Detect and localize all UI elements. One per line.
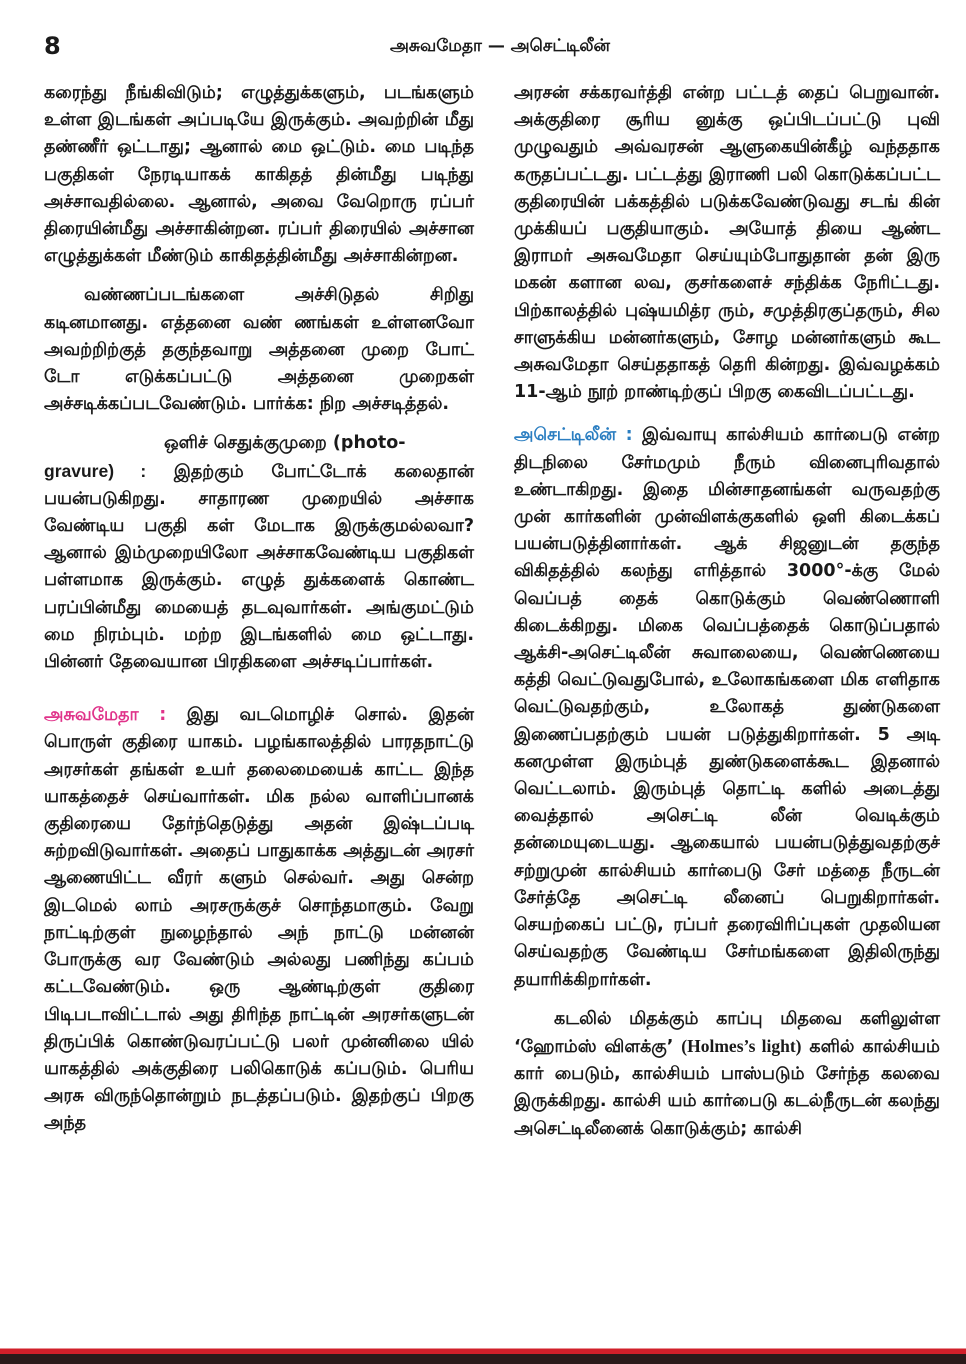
paragraph-holmes-light	[514, 1006, 940, 1143]
paragraph-ashvamedha	[44, 702, 474, 1137]
holmes-text-pre: கடலில் மிதக்கும் காப்பு மிதவை களிலுள்ள ‘ஹோம்ஸ் விளக்கு’	[514, 1008, 940, 1057]
paragraph-ashvamedha-continued: அரசன் சக்கரவர்த்தி என்ற பட்டத் தைப் பெறுவான். அக்குதிரை சூரிய னுக்கு ஒப்பிடப்பட்டு புவி முழுவதும் அவ்வரசன் ஆளுகையின்கீழ் வந்ததாக கருதப்பட்டது. பட்டத்து இராணி பலி கொடுக்கப்பட்ட குதிரையின் பக்கத்தில் படுக்கவேண்டுவது சடங் கின் முக்கியப் பகுதியாகும். அயோத் தியை ஆண்ட இராமர் அசுவமேதா செய்யும்போதுதான் தன் இரு மகன் களான லவ, குசர்களைச் சந்திக்க நேரிட்டது. பிற்காலத்தில் புஷ்யமித்ர ரும், சமுத்திரகுப்தரும், சில சாளுக்கிய மன்னர்களும், சோழ மன்னர்களும் கூட அசுவமேதா செய்ததாகத் தெரி கின்றது. இவ்வழக்கம் 11-ஆம் நூற் றாண்டிற்குப் பிறகு கைவிடப்பட்டது.	[514, 83, 940, 403]
bottom-color-bar	[0, 1342, 966, 1364]
entry-body-photogravure: இதற்கும் போட்டோக் கலைதான் பயன்படுகிறது. சாதாரண முறையில் அச்சாக வேண்டிய பகுதி கள் மேடாக இருக்குமல்லவா? ஆனால் இம்முறையிலோ அச்சாகவேண்டிய பகுதிகள் பள்ளமாக இருக்கும். எழுத் துக்களைக் கொண்ட பரப்பின்மீது மையைத் தடவுவார்கள். அங்குமட்டும் மை நிரம்பும். மற்ற இடங்களில் மை ஒட்டாது. பின்னர் தேவையான பிரதிகளை அச்சடிப்பார்கள்.	[44, 461, 474, 673]
entry-heading-ashvamedha: அசுவமேதா :	[44, 705, 167, 726]
paragraph-photogravure	[44, 430, 474, 676]
page-number: 8	[44, 32, 61, 60]
entry-heading-acetylene: அசெட்டிலீன் :	[514, 425, 633, 446]
entry-body-acetylene: இவ்வாயு கால்சியம் கார்பைடு என்ற திடநிலை சேர்மமும் நீரும் வினைபுரிவதால் உண்டாகிறது. இதை மின்சாதனங்கள் வருவதற்கு முன் கார்களின் முன்விளக்குகளில் ஒளி கிடைக்கப் பயன்படுத்தினார்கள். ஆக் சிஜனுடன் தகுந்த விகிதத்தில் கலந்து எரித்தால் 3000°-க்கு மேல் வெப்பத் தைக் கொடுக்கும் வெண்ணொளி கிடைக்கிறது. மிகை வெப்பத்தைக் கொடுப்பதால் ஆக்சி-அசெட்டிலீன் சுவாலையை, வெண்ணெயை கத்தி வெட்டுவதுபோல், உலோகங்களை மிக எளிதாக வெட்டுவதற்கும், உலோகத் துண்டுகளை இணைப்பதற்கும் பயன் படுத்துகிறார்கள். 5 அடி கனமுள்ள இரும்புத் துண்டுகளைக்கூட இதனால் வெட்டலாம். இரும்புத் தொட்டி களில் அடைத்து வைத்தால் அசெட்டி லீன் வெடிக்கும் தன்மையுடையது. ஆகையால் பயன்படுத்துவதற்குச் சற்றுமுன் கால்சியம் கார்பைடு சேர் மத்தை நீருடன் சேர்த்தே அசெட்டி லீனைப் பெறுகிறார்கள். செயற்கைப் பட்டு, ரப்பர் தரைவிரிப்புகள் முதலியன செய்வதற்கு வேண்டிய சேர்மங்களை இதிலிருந்து தயாரிக்கிறார்கள்.	[514, 425, 940, 990]
page-header	[0, 28, 966, 68]
left-column	[44, 80, 474, 1150]
paragraph-color-printing: வண்ணப்படங்களை அச்சிடுதல் சிறிது கடினமானது. எத்தனை வண் ணங்கள் உள்ளனவோ அவற்றிற்குத் தகுந்தவாறு அத்தனை முறை போட் டோ எடுக்கப்பட்டு அத்தனை முறைகள் அச்சடிக்கப்படவேண்டும். பார்க்க: நிற அச்சடித்தல்.	[44, 285, 474, 415]
entry-term-photogravure: gravure) :	[44, 460, 147, 481]
right-column	[514, 80, 940, 1155]
running-head: அசுவமேதா — அசெட்டிலீன்	[389, 36, 610, 56]
entry-body-ashvamedha: இது வடமொழிச் சொல். இதன் பொருள் குதிரை யாகம். பழங்காலத்தில் பாரதநாட்டு அரசர்கள் தங்கள் உயர் தலைமையைக் காட்ட இந்த யாகத்தைச் செய்வார்கள். மிக நல்ல வாளிப்பானக் குதிரையை தேர்ந்தெடுத்து அதன் இஷ்டப்படி சுற்றவிடுவார்கள். அதைப் பாதுகாக்க அத்துடன் அரசர் ஆணையிட்ட வீரர் களும் செல்வர். அது சென்ற இடமெல் லாம் அரசருக்குச் சொந்தமாகும். வேறு நாட்டிற்குள் நுழைந்தால் அந் நாட்டு மன்னன் போருக்கு வர வேண்டும் அல்லது பணிந்து கப்பம் கட்டவேண்டும். ஒரு ஆண்டிற்குள் குதிரை பிடிபடாவிட்டால் அது திரிந்த நாட்டின் அரசர்களுடன் திருப்பிக் கொண்டுவரப்பட்டு பலர் முன்னிலை யில் யாகத்தில் அக்குதிரை பலிகொடுக் கப்படும். பெரிய அரசு விருந்தொன்றும் நடத்தப்படும். இதற்குப் பிறகு அந்த	[44, 705, 475, 1134]
holmes-latin-term: (Holmes’s light)	[681, 1035, 802, 1056]
paragraph-acetylene	[514, 422, 940, 993]
entry-heading-photogravure: ஒளிச் செதுக்குமுறை (photo-	[164, 433, 406, 454]
paragraph-offset-printing-end: கரைந்து நீங்கிவிடும்; எழுத்துக்களும், படங்களும் உள்ள இடங்கள் அப்படியே இருக்கும். அவற்றின் மீது தண்ணீர் ஒட்டாது; ஆனால் மை ஒட்டும். மை படிந்த பகுதிகள் நேரடியாகக் காகிதத் தின்மீது படிந்து அச்சாவதில்லை. ஆனால், அவை வேறொரு ரப்பர் திரையின்மீது அச்சாகின்றன. ரப்பர் திரையில் அச்சான எழுத்துக்கள் மீண்டும் காகிதத்தின்மீது அச்சாகின்றன.	[44, 83, 474, 267]
holmes-text-post: களில் கால்சியம் கார் பைடும், கால்சியம் பாஸ்படும் சேர்ந்த கலவை இருக்கிறது. கால்சி யம் கார்பைடு கடல்நீருடன் கலந்து அசெட்டிலீனைக் கொடுக்கும்; கால்சி	[514, 1036, 940, 1139]
